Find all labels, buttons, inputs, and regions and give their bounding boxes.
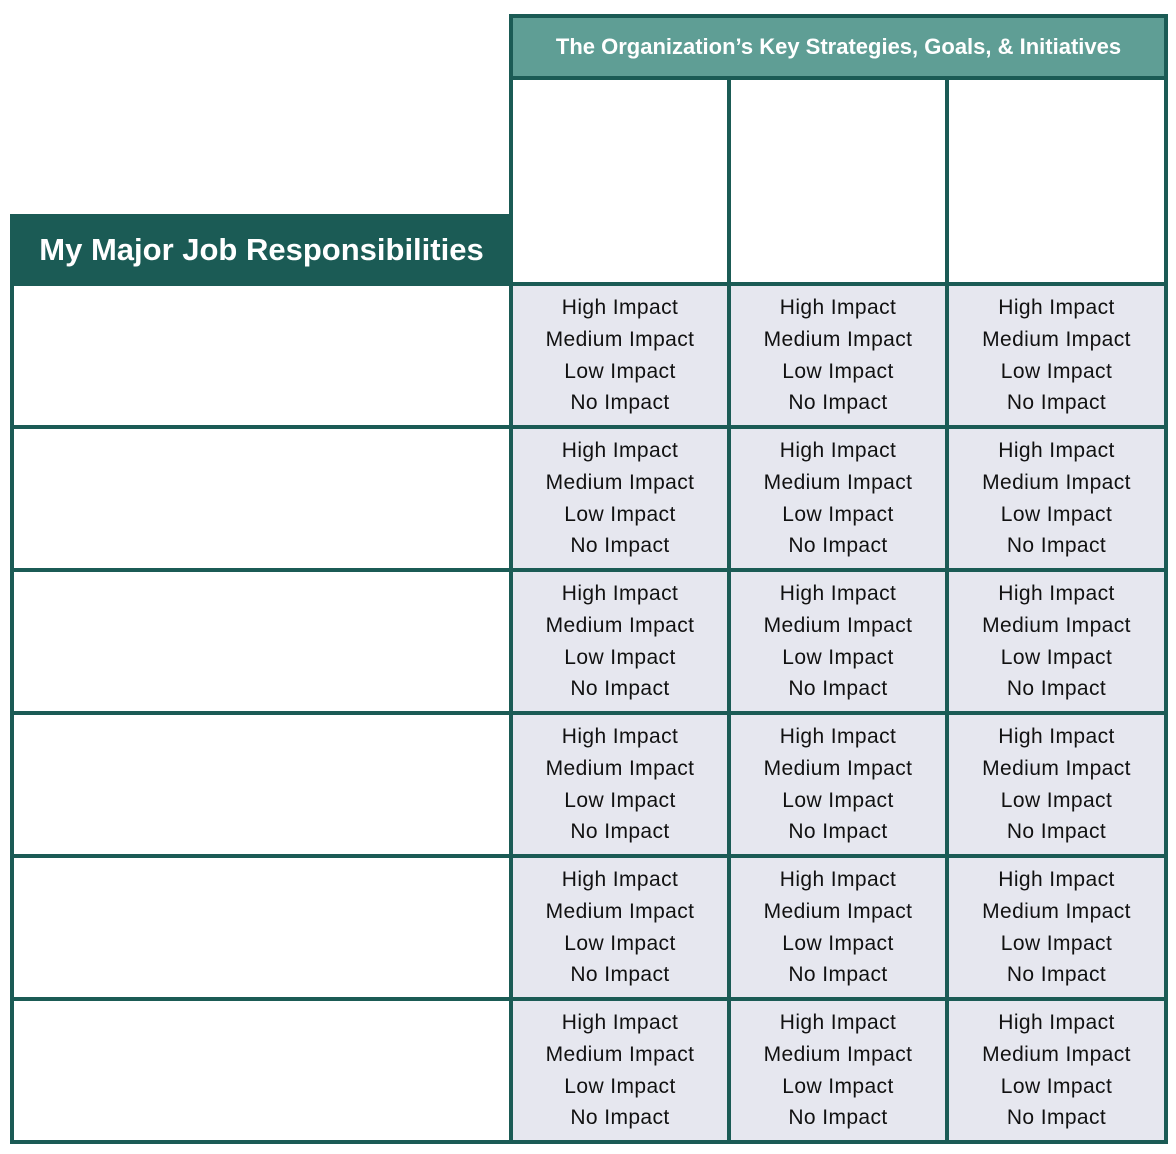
impact-option[interactable]: No Impact: [1006, 534, 1107, 558]
impact-rating-cell: [509, 282, 731, 429]
impact-option[interactable]: Medium Impact: [982, 1042, 1131, 1066]
impact-option[interactable]: Medium Impact: [982, 327, 1131, 351]
impact-rating-cell: [945, 854, 1168, 1001]
impact-option[interactable]: High Impact: [998, 295, 1115, 319]
impact-rating-cell: [509, 854, 731, 1001]
impact-option[interactable]: Low Impact: [564, 502, 676, 526]
impact-option[interactable]: No Impact: [1006, 677, 1107, 701]
impact-option[interactable]: Low Impact: [782, 359, 894, 383]
impact-rating-cell: [509, 425, 731, 572]
impact-rating-cell: [727, 854, 949, 1001]
impact-option[interactable]: Medium Impact: [982, 899, 1131, 923]
impact-option[interactable]: No Impact: [788, 820, 888, 844]
impact-option[interactable]: Low Impact: [564, 1074, 676, 1098]
impact-option[interactable]: Medium Impact: [982, 470, 1131, 494]
impact-option[interactable]: Low Impact: [1000, 1074, 1113, 1098]
impact-option[interactable]: No Impact: [570, 391, 670, 415]
impact-option[interactable]: No Impact: [570, 820, 670, 844]
impact-option[interactable]: Low Impact: [564, 359, 676, 383]
impact-option[interactable]: Low Impact: [782, 788, 894, 812]
impact-rating-cell: [509, 997, 731, 1144]
impact-option[interactable]: Low Impact: [782, 645, 894, 669]
impact-option[interactable]: High Impact: [779, 581, 897, 605]
impact-option[interactable]: High Impact: [998, 438, 1115, 462]
impact-option[interactable]: No Impact: [788, 534, 888, 558]
impact-option[interactable]: High Impact: [561, 581, 679, 605]
responsibility-input-2[interactable]: [10, 425, 513, 572]
impact-rating-cell: [727, 568, 949, 715]
impact-option[interactable]: No Impact: [570, 534, 670, 558]
impact-option[interactable]: No Impact: [1006, 1106, 1107, 1130]
impact-option[interactable]: No Impact: [570, 1106, 670, 1130]
impact-rating-cell: [727, 997, 949, 1144]
impact-rating-cell: [727, 425, 949, 572]
impact-option[interactable]: Medium Impact: [545, 613, 695, 637]
responsibility-input-3[interactable]: [10, 568, 513, 715]
impact-rating-cell: [945, 997, 1168, 1144]
impact-option[interactable]: Medium Impact: [763, 756, 913, 780]
impact-option[interactable]: High Impact: [561, 724, 679, 748]
impact-option[interactable]: High Impact: [779, 295, 897, 319]
impact-option[interactable]: High Impact: [561, 1010, 679, 1034]
impact-option[interactable]: No Impact: [1006, 963, 1107, 987]
goal-input-2[interactable]: [727, 76, 949, 286]
impact-rating-cell: [945, 568, 1168, 715]
impact-option[interactable]: Medium Impact: [763, 613, 913, 637]
impact-option[interactable]: Low Impact: [782, 931, 894, 955]
impact-option[interactable]: No Impact: [570, 963, 670, 987]
impact-option[interactable]: Low Impact: [1000, 645, 1113, 669]
impact-option[interactable]: High Impact: [998, 1010, 1115, 1034]
impact-rating-cell: [945, 282, 1168, 429]
impact-option[interactable]: No Impact: [788, 1106, 888, 1130]
strategies-header-label: The Organization’s Key Strategies, Goals, & Initiatives: [555, 34, 1122, 59]
impact-option[interactable]: High Impact: [779, 867, 897, 891]
responsibility-input-6[interactable]: [10, 997, 513, 1144]
impact-option[interactable]: High Impact: [779, 724, 897, 748]
impact-option[interactable]: High Impact: [561, 295, 679, 319]
impact-option[interactable]: Low Impact: [1000, 931, 1113, 955]
impact-option[interactable]: Low Impact: [1000, 788, 1113, 812]
impact-option[interactable]: High Impact: [561, 867, 679, 891]
impact-option[interactable]: Medium Impact: [545, 756, 695, 780]
impact-option[interactable]: Medium Impact: [545, 1042, 695, 1066]
impact-option[interactable]: No Impact: [1006, 820, 1107, 844]
impact-rating-cell: [509, 568, 731, 715]
impact-option[interactable]: Medium Impact: [763, 470, 913, 494]
impact-option[interactable]: Medium Impact: [982, 756, 1131, 780]
impact-option[interactable]: Medium Impact: [545, 899, 695, 923]
impact-option[interactable]: Low Impact: [564, 788, 676, 812]
impact-rating-cell: [509, 711, 731, 858]
impact-option[interactable]: Medium Impact: [982, 613, 1131, 637]
responsibilities-header: [10, 214, 513, 286]
impact-option[interactable]: No Impact: [788, 963, 888, 987]
impact-option[interactable]: Medium Impact: [763, 1042, 913, 1066]
impact-option[interactable]: Medium Impact: [763, 899, 913, 923]
responsibility-input-5[interactable]: [10, 854, 513, 1001]
impact-rating-cell: [945, 711, 1168, 858]
impact-option[interactable]: High Impact: [998, 724, 1115, 748]
impact-option[interactable]: High Impact: [998, 867, 1115, 891]
goal-input-1[interactable]: [509, 76, 731, 286]
impact-option[interactable]: High Impact: [779, 1010, 897, 1034]
impact-option[interactable]: Low Impact: [1000, 502, 1113, 526]
impact-option[interactable]: No Impact: [788, 677, 888, 701]
impact-option[interactable]: High Impact: [998, 581, 1115, 605]
impact-option[interactable]: No Impact: [570, 677, 670, 701]
impact-option[interactable]: No Impact: [1006, 391, 1107, 415]
impact-option[interactable]: Medium Impact: [763, 327, 913, 351]
impact-rating-cell: [945, 425, 1168, 572]
impact-option[interactable]: High Impact: [561, 438, 679, 462]
impact-option[interactable]: Low Impact: [782, 502, 894, 526]
impact-option[interactable]: Low Impact: [564, 645, 676, 669]
impact-option[interactable]: High Impact: [779, 438, 897, 462]
impact-option[interactable]: No Impact: [788, 391, 888, 415]
impact-option[interactable]: Medium Impact: [545, 327, 695, 351]
impact-option[interactable]: Low Impact: [1000, 359, 1113, 383]
impact-option[interactable]: Low Impact: [564, 931, 676, 955]
responsibility-input-1[interactable]: [10, 282, 513, 429]
strategies-header: [509, 14, 1168, 80]
goal-input-3[interactable]: [945, 76, 1168, 286]
responsibility-input-4[interactable]: [10, 711, 513, 858]
impact-rating-cell: [727, 282, 949, 429]
impact-option[interactable]: Low Impact: [782, 1074, 894, 1098]
impact-rating-cell: [727, 711, 949, 858]
responsibilities-header-label: My Major Job Responsibilities: [39, 232, 484, 267]
impact-option[interactable]: Medium Impact: [545, 470, 695, 494]
